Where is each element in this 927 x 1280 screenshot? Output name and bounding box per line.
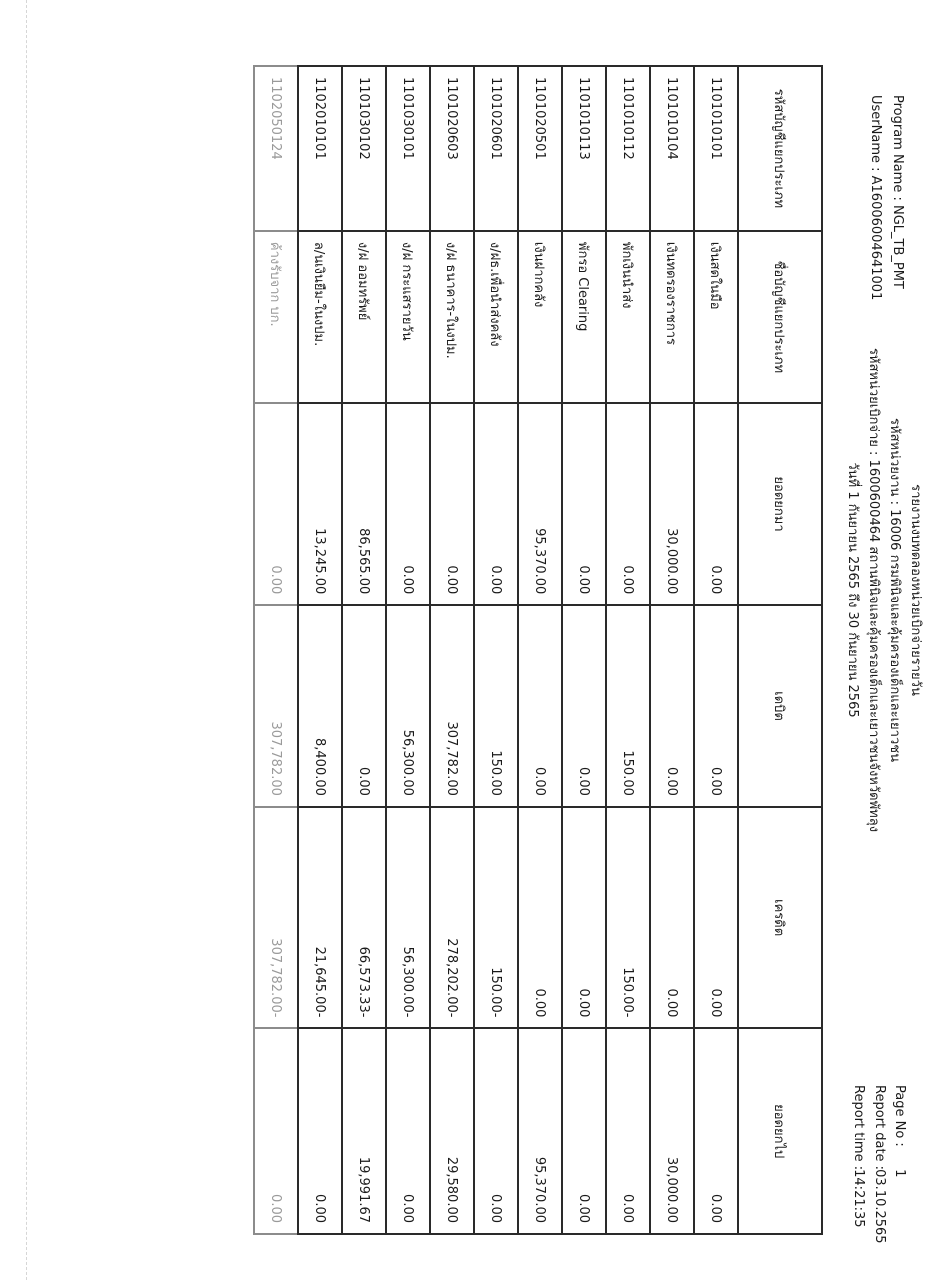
carried-forward-cell: 30,000.00: [650, 1028, 694, 1234]
account-name-cell: ง/ฝธ.เพื่อนำส่งคลัง: [474, 231, 518, 403]
credit-cell: 278,202.00-: [430, 807, 474, 1029]
account-code-cell: 1101020603: [430, 66, 474, 231]
table-row: [386, 66, 430, 1234]
debit-cell: 307,782.00: [430, 605, 474, 807]
debit-cell: 56,300.00: [386, 605, 430, 807]
debit-cell: 307,782.00: [254, 605, 298, 807]
carried-forward-cell: 0.00: [562, 1028, 606, 1234]
account-name-cell: ง/ฝ ธนาคาร-ในงปม.: [430, 231, 474, 403]
carried-forward-cell: 29,580.00: [430, 1028, 474, 1234]
credit-cell: 150.00-: [606, 807, 650, 1029]
brought-forward-cell: 86,565.00: [342, 403, 386, 606]
report-date-label: Report date :: [872, 1085, 887, 1171]
disbursement-unit-line: รหัสหน่วยเบิกจ่าย : 1600600464 สถานพินิจและคุ้มครองเด็กและเยาวชนจังหวัดพัทลุง: [866, 347, 881, 833]
program-name: Program Name : NGL_TB_PMT: [890, 95, 905, 289]
credit-cell: 21,645.00-: [298, 807, 342, 1029]
account-name-cell: ค้างรับจาก บก.: [254, 231, 298, 403]
table-row: [298, 66, 342, 1234]
carried-forward-cell: 0.00: [386, 1028, 430, 1234]
page-no-value: 1: [892, 1169, 907, 1178]
account-code-cell: 1101020601: [474, 66, 518, 231]
credit-cell: 0.00: [562, 807, 606, 1029]
account-name-cell: ล/นเงินยืม-ในงปม.: [298, 231, 342, 403]
page-no: [892, 1085, 907, 1177]
account-code-cell: 1101010112: [606, 66, 650, 231]
user-name: UserName : A16006004641001: [868, 95, 883, 301]
account-name-cell: เงินทดรองราชการ: [650, 231, 694, 403]
account-code-cell: 1101020501: [518, 66, 562, 231]
col-header-account-name: ชื่อบัญชีแยกประเภท: [738, 231, 822, 403]
brought-forward-cell: 0.00: [386, 403, 430, 606]
debit-cell: 0.00: [518, 605, 562, 807]
table-row: [562, 66, 606, 1234]
account-name-cell: พักรอ Clearing: [562, 231, 606, 403]
credit-cell: 56,300.00-: [386, 807, 430, 1029]
report-date-value: 03.10.2565: [872, 1169, 887, 1244]
table-row: [254, 66, 298, 1234]
account-code-cell: 1102010101: [298, 66, 342, 231]
carried-forward-cell: 0.00: [254, 1028, 298, 1234]
account-code-cell: 1101030102: [342, 66, 386, 231]
debit-cell: 0.00: [342, 605, 386, 807]
account-name-cell: เงินสดในมือ: [694, 231, 738, 403]
debit-cell: 150.00: [606, 605, 650, 807]
account-code-cell: 1101010113: [562, 66, 606, 231]
brought-forward-cell: 0.00: [694, 403, 738, 606]
report-time: [851, 1085, 866, 1228]
scan-edge-line: [0, 0, 27, 1280]
account-name-cell: ง/ฝ ออมทรัพย์: [342, 231, 386, 403]
col-header-carried-forward: ยอดยกไป: [738, 1028, 822, 1234]
table-row: [694, 66, 738, 1234]
credit-cell: 0.00: [694, 807, 738, 1029]
account-code-cell: 1101030101: [386, 66, 430, 231]
report-time-label: Report time :: [851, 1085, 866, 1171]
col-header-account-code: รหัสบัญชีแยกประเภท: [738, 66, 822, 231]
debit-cell: 0.00: [562, 605, 606, 807]
report-title: รายงานงบทดลองหน่วยเบิกจ่ายรายวัน: [908, 484, 923, 696]
report-time-value: 14:21:35: [851, 1169, 866, 1228]
debit-cell: 150.00: [474, 605, 518, 807]
debit-cell: 0.00: [694, 605, 738, 807]
brought-forward-cell: 0.00: [430, 403, 474, 606]
credit-cell: 307,782.00-: [254, 807, 298, 1029]
col-header-debit: เดบิต: [738, 605, 822, 807]
brought-forward-cell: 30,000.00: [650, 403, 694, 606]
credit-cell: 150.00-: [474, 807, 518, 1029]
table-row: [518, 66, 562, 1234]
brought-forward-cell: 0.00: [254, 403, 298, 606]
account-code-cell: 1102050124: [254, 66, 298, 231]
brought-forward-cell: 0.00: [474, 403, 518, 606]
report-period: วันที่ 1 กันยายน 2565 ถึง 30 กันยายน 2565: [845, 462, 860, 718]
brought-forward-cell: 95,370.00: [518, 403, 562, 606]
carried-forward-cell: 19,991.67: [342, 1028, 386, 1234]
col-header-brought-forward: ยอดยกมา: [738, 403, 822, 606]
trial-balance-table: [253, 65, 823, 1235]
account-code-cell: 1101010101: [694, 66, 738, 231]
table-row: [650, 66, 694, 1234]
table-row: [342, 66, 386, 1234]
credit-cell: 0.00: [518, 807, 562, 1029]
account-name-cell: เงินฝากคลัง: [518, 231, 562, 403]
brought-forward-cell: 13,245.00: [298, 403, 342, 606]
carried-forward-cell: 0.00: [606, 1028, 650, 1234]
carried-forward-cell: 0.00: [298, 1028, 342, 1234]
account-name-cell: พักเงินนำส่ง: [606, 231, 650, 403]
credit-cell: 66,573.33-: [342, 807, 386, 1029]
account-name-cell: ง/ฝ กระแสรายวัน: [386, 231, 430, 403]
brought-forward-cell: 0.00: [606, 403, 650, 606]
table-row: [606, 66, 650, 1234]
credit-cell: 0.00: [650, 807, 694, 1029]
carried-forward-cell: 0.00: [474, 1028, 518, 1234]
table-row: [430, 66, 474, 1234]
carried-forward-cell: 95,370.00: [518, 1028, 562, 1234]
department-line: รหัสหน่วยงาน : 16006 กรมพินิจและคุ้มครองเด็กและเยาวชน: [887, 418, 902, 762]
carried-forward-cell: 0.00: [694, 1028, 738, 1234]
page-no-label: Page No :: [892, 1085, 907, 1147]
col-header-credit: เครดิต: [738, 807, 822, 1029]
debit-cell: 8,400.00: [298, 605, 342, 807]
account-code-cell: 1101010104: [650, 66, 694, 231]
report-date: [872, 1085, 887, 1244]
brought-forward-cell: 0.00: [562, 403, 606, 606]
table-row: [474, 66, 518, 1234]
debit-cell: 0.00: [650, 605, 694, 807]
table-header-row: [738, 66, 822, 1234]
